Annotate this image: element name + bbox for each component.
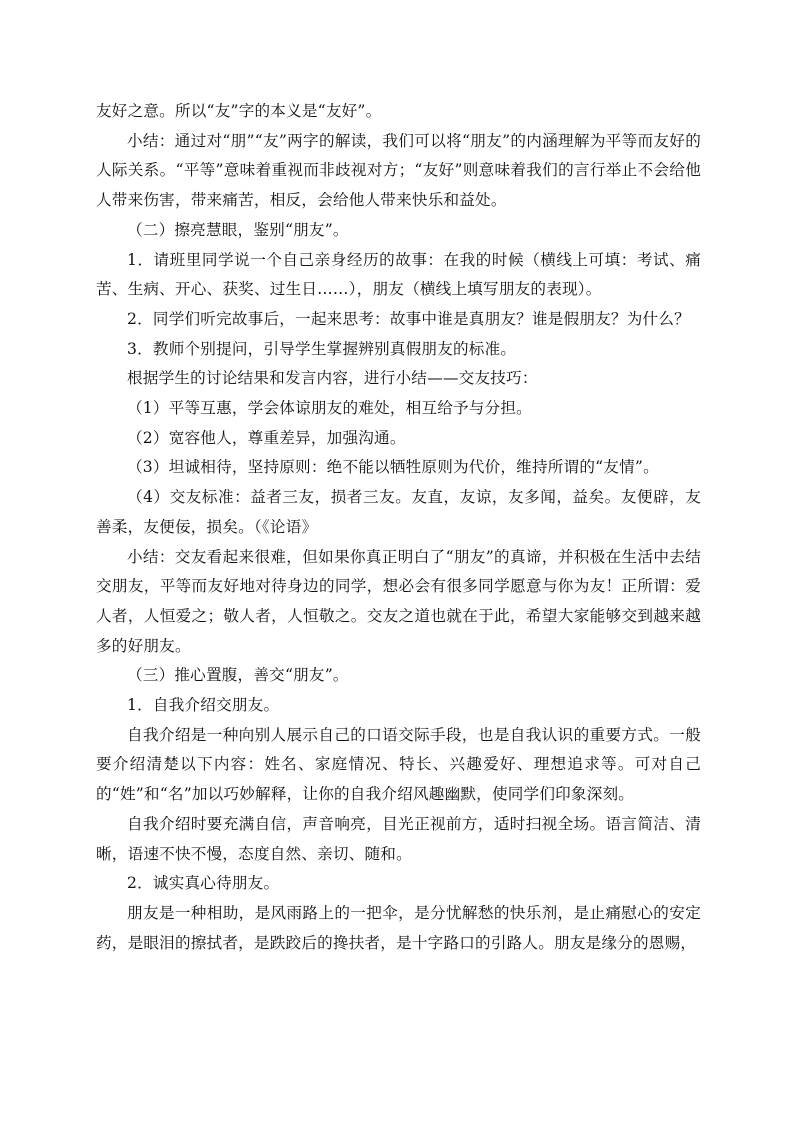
paragraph: 小结：通过对“朋”“友”两字的解读，我们可以将“朋友”的内涵理解为平等而友好的人际关系。“平等”意味着重视而非歧视对方；“友好”则意味着我们的言行举止不会给他人带来伤害，带来痛苦，相反，会给他人带来快乐和益处。 [96,131,701,210]
paragraph: 朋友是一种相助，是风雨路上的一把伞，是分忧解愁的快乐剂，是止痛慰心的安定药，是眼泪的擦拭者，是跌跤后的搀扶者，是十字路口的引路人。朋友是缘分的恩赐， [96,903,701,952]
list-item: 1．自我介绍交朋友。 [127,696,280,715]
list-item: （1）平等互惠，学会体谅朋友的难处，相互给予与分担。 [127,399,532,418]
paragraph: 自我介绍是一种向别人展示自己的口语交际手段，也是自我认识的重要方式。一般要介绍清楚以下内容：姓名、家庭情况、特长、兴趣爱好、理想追求等。可对自己的“姓”和“名”加以巧妙解释，让你的自我介绍风趣幽默，使同学们印象深刻。 [96,725,701,804]
list-item: 2．诚实真心待朋友。 [127,874,280,893]
paragraph: 根据学生的讨论结果和发言内容，进行小结——交友技巧： [127,369,538,388]
section-heading: （二）擦亮慧眼，鉴别“朋友”。 [127,220,349,239]
paragraph: 友好之意。所以“友”字的本义是“友好”。 [96,102,382,120]
list-item: 1．请班里同学说一个自己亲身经历的故事：在我的时候（横线上可填：考试、痛苦、生病、开心、获奖、过生日……），朋友（横线上填写朋友的表现）。 [96,250,701,299]
list-item: （3）坦诚相待，坚持原则：绝不能以牺牲原则为代价，维持所谓的“友情”。 [127,458,659,477]
section-heading: （三）推心置腹，善交“朋友”。 [127,666,349,685]
paragraph: 小结：交友看起来很难，但如果你真正明白了“朋友”的真谛，并积极在生活中去结交朋友，平等而友好地对待身边的同学，想必会有很多同学愿意与你为友！正所谓：爱人者，人恒爱之；敬人者，人恒敬之。交友之道也就在于此，希望大家能够交到越来越多的好朋友。 [96,547,701,655]
list-item: （4）交友标准：益者三友，损者三友。友直，友谅，友多闻，益矣。友便辟，友善柔，友便佞，损矣。（《论语》 [96,488,701,536]
document-body [96,97,701,958]
list-item: （2）宽容他人，尊重差异，加强沟通。 [127,428,406,447]
list-item: 2．同学们听完故事后，一起来思考：故事中谁是真朋友？谁是假朋友？为什么？ [127,309,690,328]
paragraph: 自我介绍时要充满自信，声音响亮，目光正视前方，适时扫视全场。语言简洁、清晰，语速不快不慢，态度自然、亲切、随和。 [96,814,701,863]
list-item: 3．教师个别提问，引导学生掌握辨别真假朋友的标准。 [127,339,517,358]
